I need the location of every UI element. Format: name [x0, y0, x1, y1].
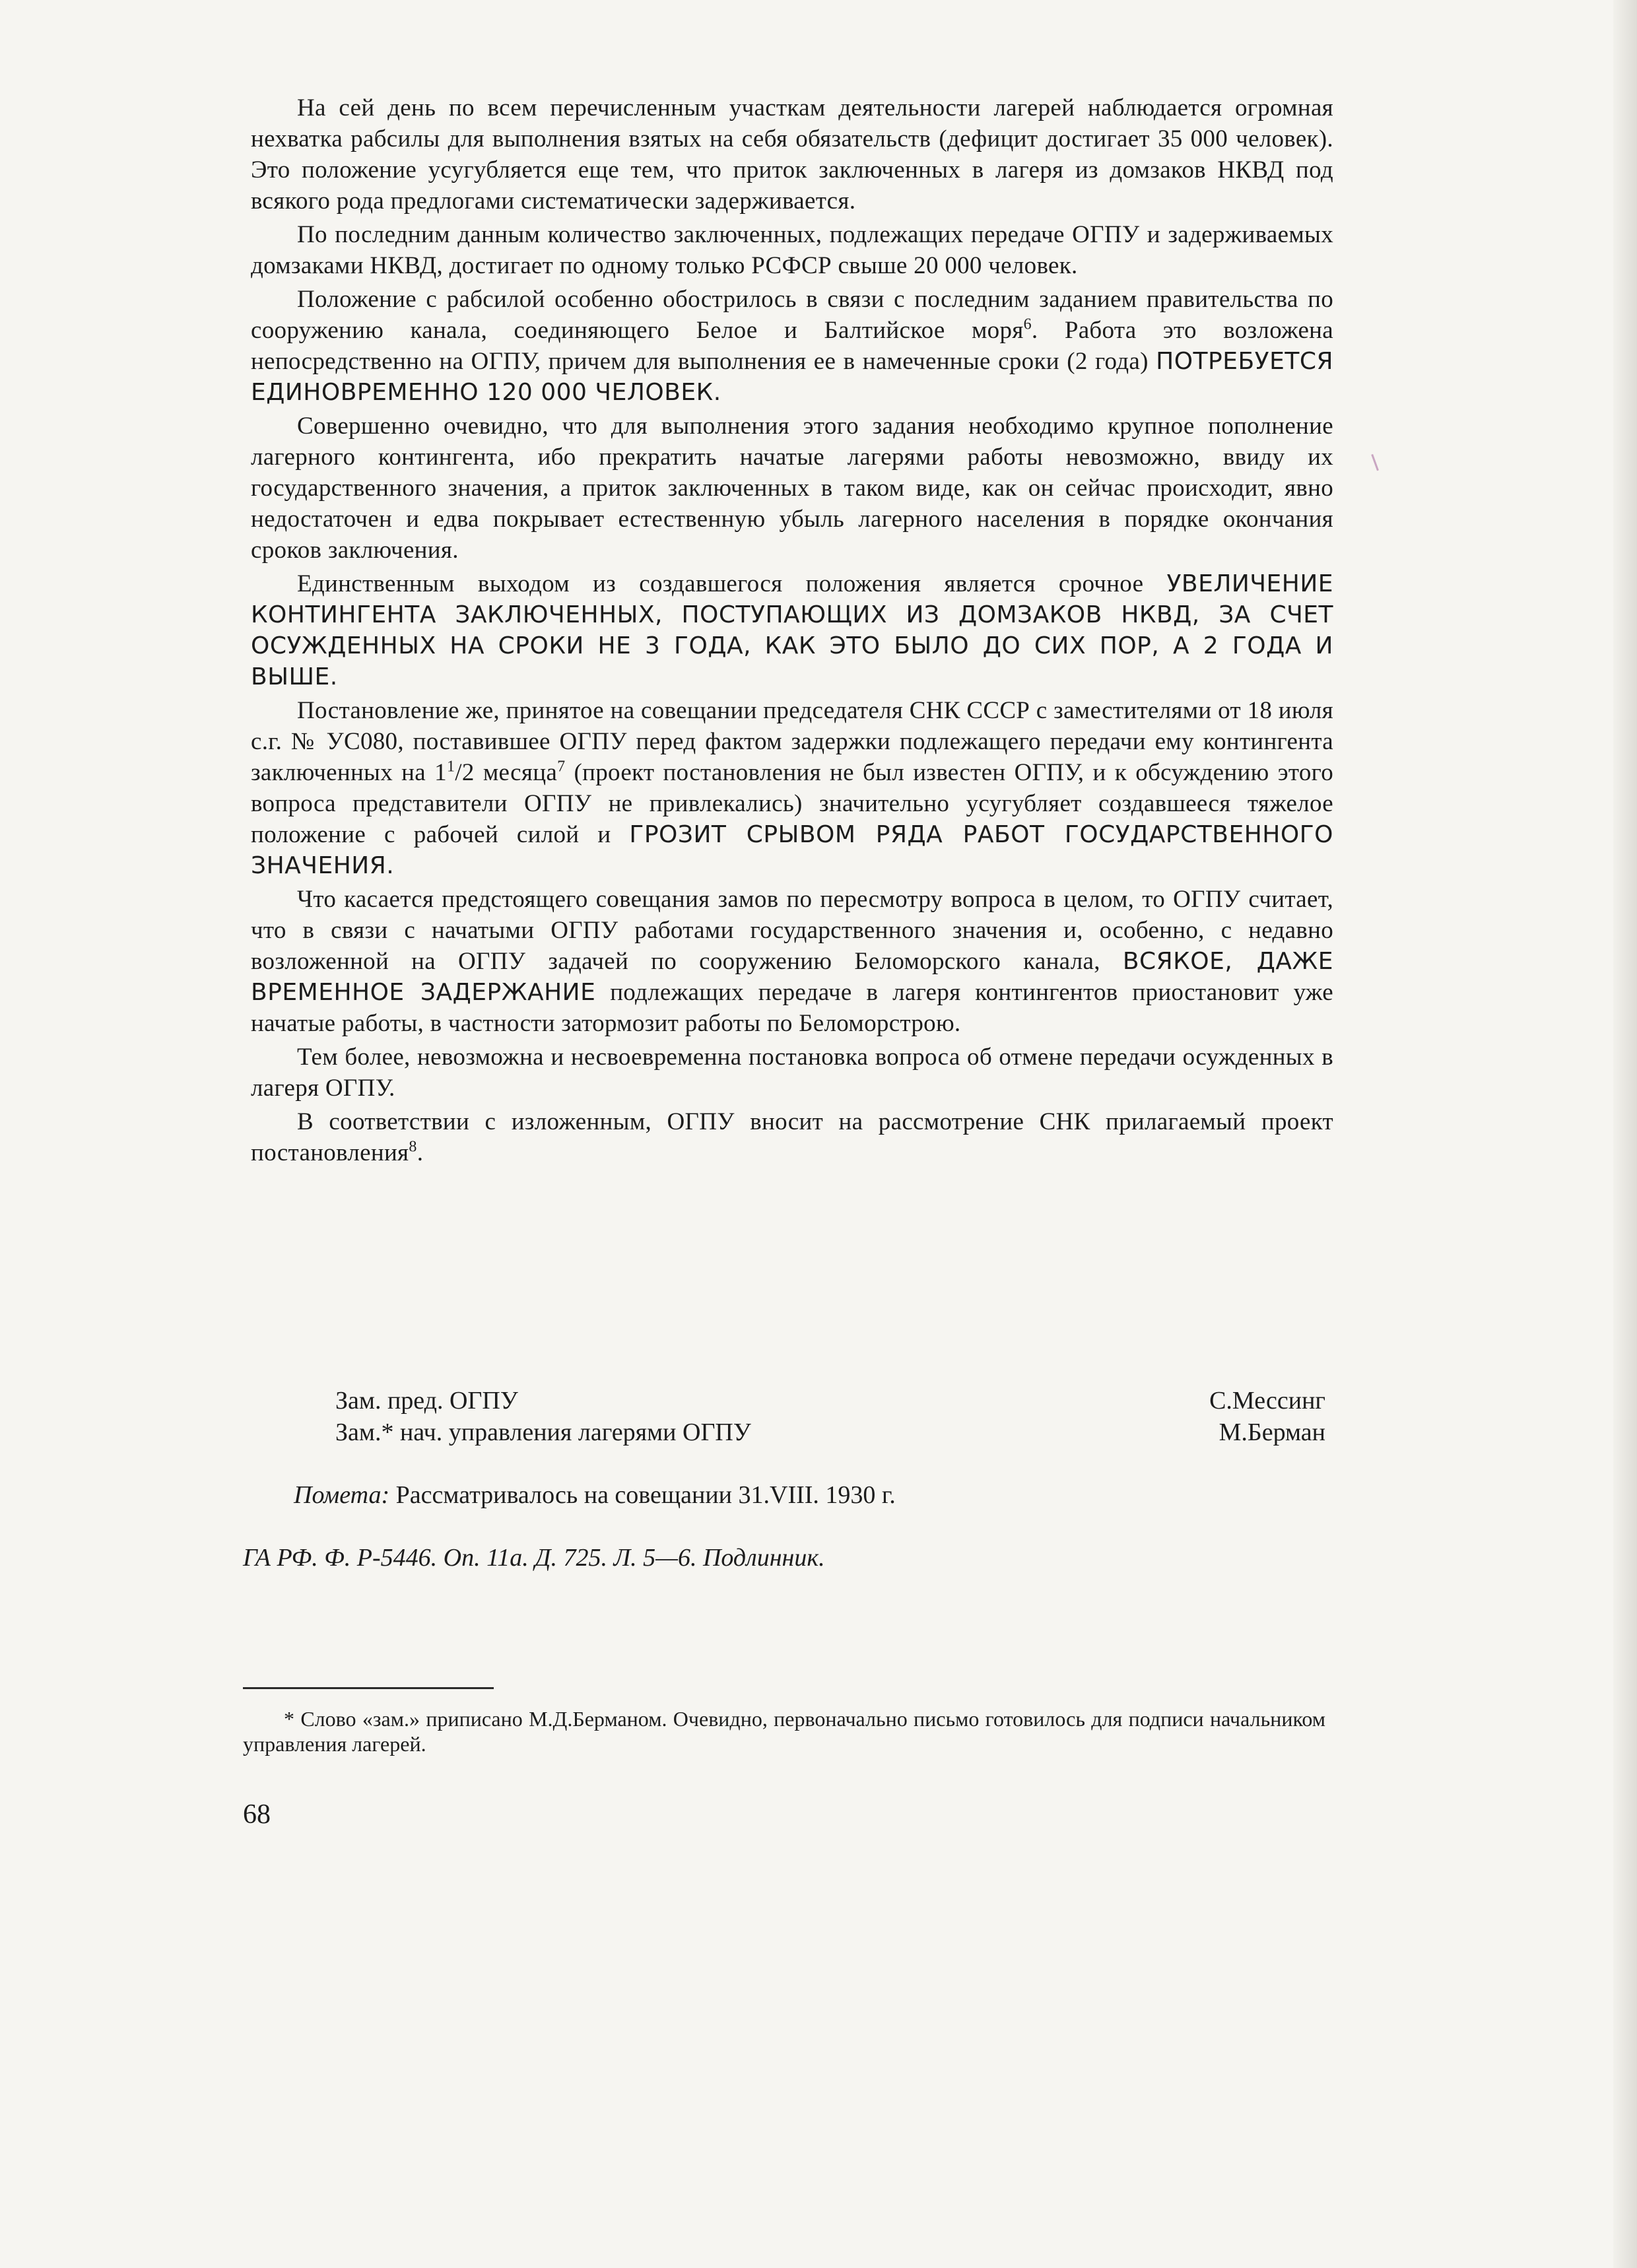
emphasis-caps: УВЕЛИЧЕНИЕ КОНТИНГЕНТА ЗАКЛЮЧЕННЫХ, ПОСТУПАЮЩИХ ИЗ ДОМЗАКОВ НКВД, ЗА СЧЕТ ОСУЖДЕННЫХ НА СРОКИ НЕ 3 ГОДА, КАК ЭТО БЫЛО ДО СИХ ПОР, А 2 ГОДА И ВЫШЕ.: [251, 570, 1333, 690]
text-run: Положение с рабсилой особенно обострилось в связи с последним заданием правительства по сооружению канала, соединяющего Белое и Балтийское моря: [251, 286, 1333, 344]
signature-row: [335, 1417, 1325, 1448]
text-run: Совершенно очевидно, что для выполнения этого задания необходимо крупное пополнение лагерного контингента, ибо прекратить начатые лагерями работы невозможно, ввиду их государственного значения, а приток заключенных в таком виде, как он сейчас происходит, явно недостаточен и едва покрывает естественную убыль лагерного населения в порядке окончания сроков заключения.: [251, 413, 1333, 564]
signer-name: С.Мессинг: [1209, 1387, 1325, 1415]
paragraph: [251, 92, 1333, 217]
emphasis-caps: ГРОЗИТ СРЫВОМ РЯДА РАБОТ ГОСУДАРСТВЕННОГО ЗНАЧЕНИЯ.: [251, 821, 1333, 879]
text-run: подлежащих передаче в лагеря контингентов приостановит уже начатые работы, в частности затормозит работы по Беломорстрою.: [251, 979, 1333, 1037]
scan-edge: [1613, 0, 1637, 2268]
body-text: [251, 92, 1333, 1171]
paragraph: [251, 568, 1333, 692]
paragraph: [251, 1042, 1333, 1104]
footnote-ref: 7: [557, 758, 566, 776]
paragraph: [251, 219, 1333, 281]
pencil-mark: [1362, 454, 1379, 474]
note-text: Рассматривалось на совещании 31.VIII. 1930 г.: [389, 1481, 896, 1509]
paragraph: [251, 284, 1333, 408]
footnote-rule: [243, 1687, 494, 1689]
signer-name: М.Берман: [1219, 1418, 1325, 1446]
page-number: 68: [243, 1799, 271, 1830]
signer-title: Зам.* нач. управления лагерями ОГПУ: [335, 1418, 751, 1446]
text-run: .: [417, 1139, 424, 1166]
emphasis-caps: ВСЯКОЕ, ДАЖЕ ВРЕМЕННОЕ ЗАДЕРЖАНИЕ: [251, 948, 1333, 1006]
text-run: . Работа это возложена непосредственно на ОГПУ, причем для выполнения ее в намеченные сроки (2 года): [251, 317, 1333, 375]
text-run: (проект постановления не был известен ОГПУ, и к обсуждению этого вопроса представители ОГПУ не привлекались) значительно усугубляет создавшееся тяжелое положение с рабочей силой и: [251, 759, 1334, 848]
text-run: Что касается предстоящего совещания замов по пересмотру вопроса в целом, то ОГПУ считает, что в связи с начатыми ОГПУ работами государственного значения и, особенно, с недавно возложенной на ОГПУ задачей по сооружению Беломорского канала,: [251, 886, 1333, 975]
text-run: Единственным выходом из создавшегося положения является срочное: [297, 570, 1167, 597]
paragraph: [251, 1106, 1333, 1168]
emphasis-caps: ПОТРЕБУЕТСЯ ЕДИНОВРЕМЕННО 120 000 ЧЕЛОВЕК.: [251, 348, 1333, 406]
text-run: /2 месяца: [455, 759, 558, 786]
archive-note: [294, 1481, 896, 1510]
signer-title: Зам. пред. ОГПУ: [335, 1387, 518, 1415]
footnote: * Слово «зам.» приписано М.Д.Берманом. Очевидно, первоначально письмо готовилось для подписи начальником управления лагерей.: [243, 1707, 1325, 1756]
text-run: Тем более, невозможна и несвоевременна постановка вопроса об отмене передачи осужденных в лагеря ОГПУ.: [251, 1044, 1333, 1102]
text-run: По последним данным количество заключенных, подлежащих передаче ОГПУ и задерживаемых домзаками НКВД, достигает по одному только РСФСР свыше 20 000 человек.: [251, 221, 1333, 279]
signature-row: [335, 1385, 1325, 1417]
signature-block: [335, 1385, 1325, 1448]
footnote-ref: 6: [1023, 316, 1032, 333]
text-run: На сей день по всем перечисленным участкам деятельности лагерей наблюдается огромная нехватка рабсилы для выполнения взятых на себя обязательств (дефицит достигает 35 000 человек). Это положение усугубляется еще тем, что приток заключенных в лагеря из домзаков НКВД под всякого рода предлогами систематически задерживается.: [251, 94, 1333, 215]
archive-source: ГА РФ. Ф. Р-5446. Оп. 11а. Д. 725. Л. 5—6. Подлинник.: [243, 1544, 825, 1572]
text-run: В соответствии с изложенным, ОГПУ вносит на рассмотрение СНК прилагаемый проект постановления: [251, 1108, 1333, 1166]
footnote-ref: 1: [446, 758, 455, 776]
paragraph: [251, 695, 1333, 881]
paragraph: [251, 884, 1333, 1039]
footnote-ref: 8: [409, 1138, 417, 1156]
paragraph: [251, 411, 1333, 566]
text-run: Постановление же, принятое на совещании председателя СНК СССР с заместителями от 18 июля с.г. № УС080, поставившее ОГПУ перед фактом задержки подлежащего передачи ему контингента заключенных на 1: [251, 697, 1333, 786]
note-label: Помета:: [294, 1481, 390, 1509]
